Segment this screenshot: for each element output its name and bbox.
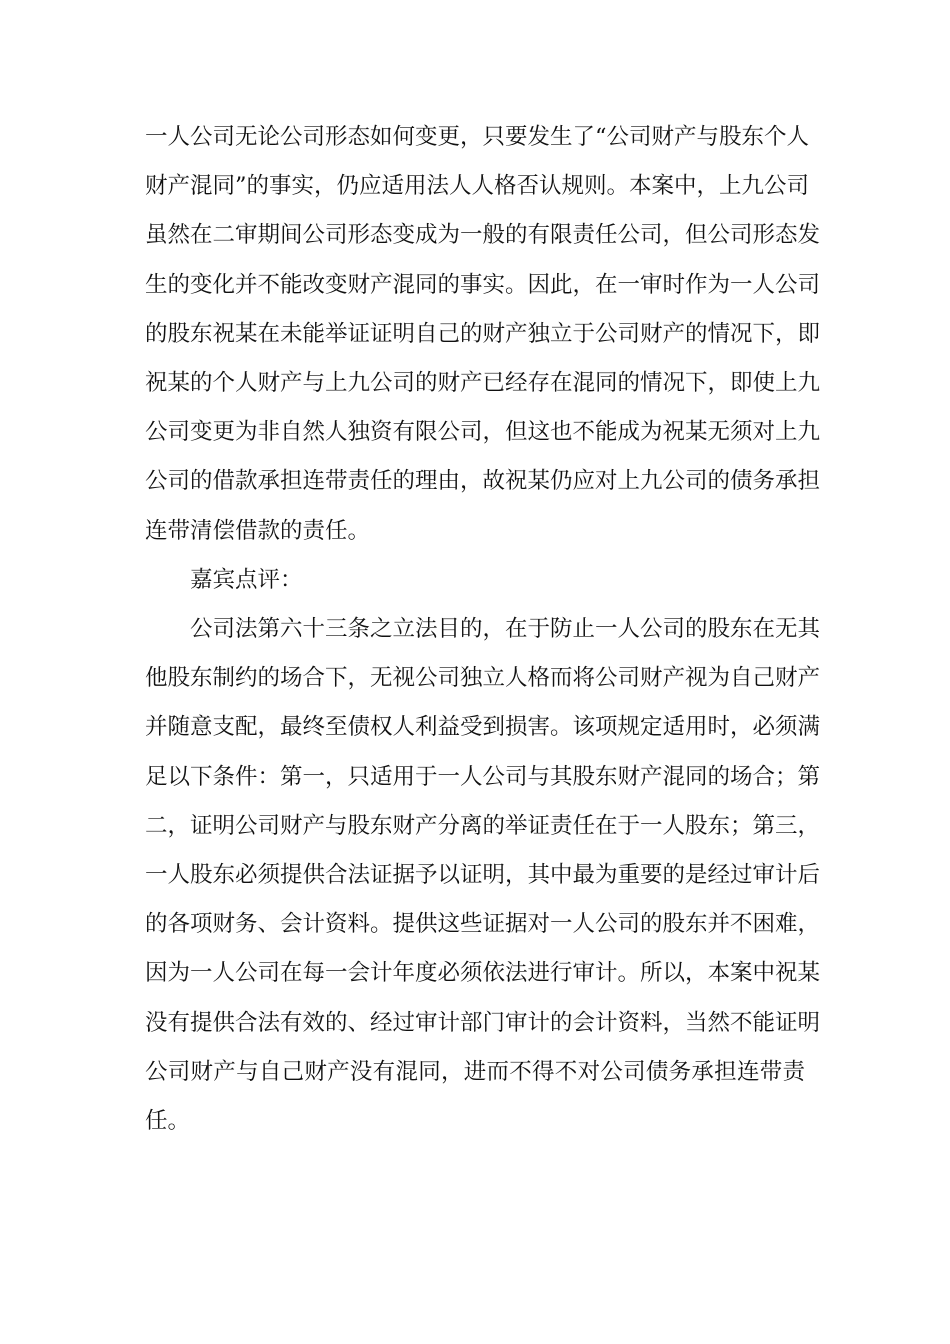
paragraph-1-line: 祝某的个人财产与上九公司的财产已经存在混同的情况下，即使上九	[145, 369, 821, 396]
paragraph-2-line: 他股东制约的场合下，无视公司独立人格而将公司财产视为自己财产	[145, 665, 821, 692]
paragraph-1	[145, 113, 821, 556]
paragraph-1-line: 的股东祝某在未能举证证明自己的财产独立于公司财产的情况下，即	[145, 320, 821, 347]
paragraph-1-line: 虽然在二审期间公司形态变成为一般的有限责任公司，但公司形态发	[145, 222, 821, 249]
paragraph-1-line: 连带清偿借款的责任。	[145, 517, 371, 544]
commentary-heading: 嘉宾点评：	[190, 567, 303, 593]
paragraph-1-line: 一人公司无论公司形态如何变更，只要发生了“公司财产与股东个人	[145, 124, 810, 150]
paragraph-2-line: 公司法第六十三条之立法目的，在于防止一人公司的股东在无其	[190, 616, 821, 642]
paragraph-1-line: 生的变化并不能改变财产混同的事实。因此，在一审时作为一人公司	[145, 271, 821, 298]
paragraph-2-line: 二，证明公司财产与股东财产分离的举证责任在于一人股东；第三，	[145, 812, 821, 839]
paragraph-2-line: 公司财产与自己财产没有混同，进而不得不对公司债务承担连带责	[145, 1058, 805, 1085]
paragraph-2-line: 的各项财务、会计资料。提供这些证据对一人公司的股东并不困难，	[145, 911, 821, 938]
paragraph-2	[145, 605, 821, 1146]
paragraph-2-line: 足以下条件：第一，只适用于一人公司与其股东财产混同的场合；第	[145, 763, 821, 790]
paragraph-2-line: 因为一人公司在每一会计年度必须依法进行审计。所以，本案中祝某	[145, 960, 821, 987]
paragraph-2-line: 没有提供合法有效的、经过审计部门审计的会计资料，当然不能证明	[145, 1009, 821, 1036]
paragraph-2-line: 任。	[145, 1107, 191, 1134]
paragraph-2-line: 一人股东必须提供合法证据予以证明，其中最为重要的是经过审计后	[145, 861, 821, 888]
paragraph-1-line: 财产混同”的事实，仍应适用法人人格否认规则。本案中，上九公司	[145, 173, 810, 200]
paragraph-1-line: 公司的借款承担连带责任的理由，故祝某仍应对上九公司的债务承担	[145, 468, 821, 495]
paragraph-1-line: 公司变更为非自然人独资有限公司，但这也不能成为祝某无须对上九	[145, 419, 821, 446]
paragraph-2-line: 并随意支配，最终至债权人利益受到损害。该项规定适用时，必须满	[145, 714, 821, 741]
commentary-heading-block	[145, 556, 805, 605]
